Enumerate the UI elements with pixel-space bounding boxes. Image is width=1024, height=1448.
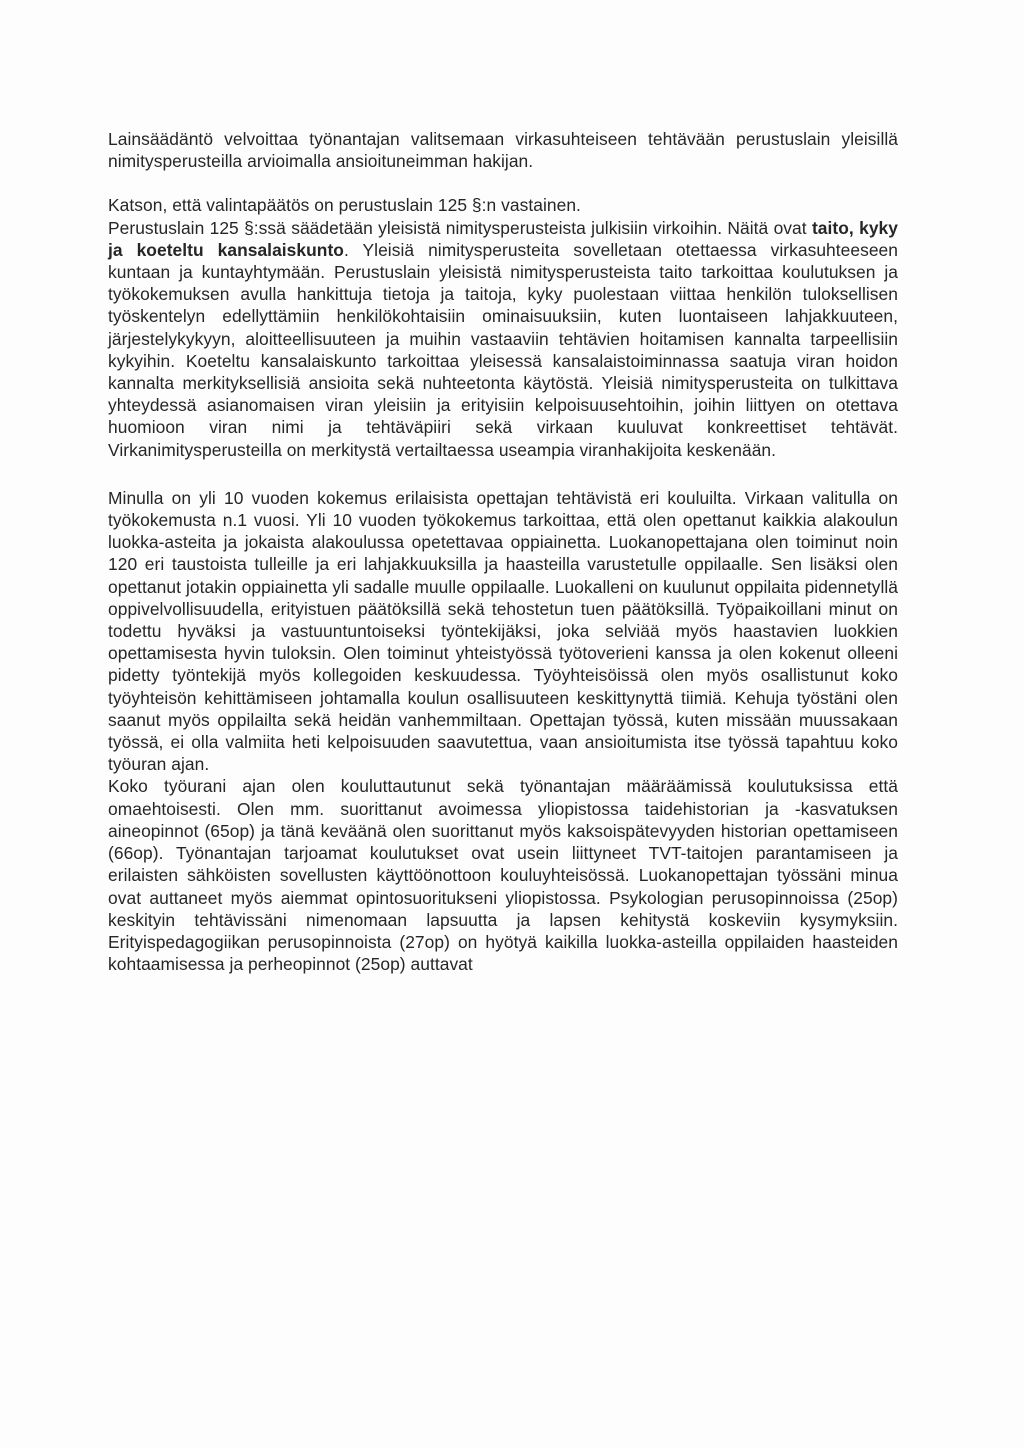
paragraph-training: Koko työurani ajan olen kouluttautunut sekä työnantajan määräämissä koulutuksissa että omaehtoisesti. Olen mm. suorittanut avoimessa yliopistossa taidehistorian ja -kasvatuksen aineopinnot (65op) ja tänä keväänä olen suorittanut myös kaksoispätevyyden historian opettamiseen (66op). Työnantajan tarjoamat koulutukset ovat usein liittyneet TVT-taitojen parantamiseen ja erilaisten sähköisten sovellusten käyttöönottoon kouluyhteisössä. Luokanopettajan työssäni minua ovat auttaneet myös aiemmat opintosuoritukseni yliopistossa. Psykologian perusopinnoissa (25op) keskityin tehtävissäni nimenomaan lapsuutta ja lapsen kehitystä koskeviin kysymyksiin. Erityispedagogiikan perusopinnoista (27op) on hyötyä kaikilla luokka-asteilla oppilaiden haasteiden kohtaamisessa ja perheopinnot (25op) auttavat — [108, 776, 898, 975]
nomination-criteria-bold: taito, kyky ja koeteltu kansalaiskunto — [108, 217, 898, 260]
paragraph-experience: Minulla on yli 10 vuoden kokemus erilaisista opettajan tehtävistä eri kouluilta. Virkaan valitulla on työkokemusta n.1 vuosi. Yli 10 vuoden työkokemus tarkoittaa, että olen opettanut kaikkia alakoulun luokka-asteita ja jokaista alakoulussa opetettavaa oppiainetta. Luokanopettajana olen toiminut noin 120 eri taustoista tulleille ja eri lahjakkuuksilla ja haasteilla varustetulle oppilaalle. Sen lisäksi olen opettanut jotakin oppiainetta yli sadalle muulle oppilaalle. Luokalleni on kuulunut oppilaita pidennetyllä oppivelvollisuudella, erityistuen päätöksillä sekä tehostetun tuen päätöksillä. Työpaikoillani minut on todettu hyväksi ja vastuuntuntoiseksi työntekijäksi, joka selviää myös haastavien luokkien opettamisesta hyvin tuloksin. Olen toiminut yhteistyössä työtoverieni kanssa ja olen kokenut olleeni pidetty työntekijä myös kollegoiden keskuudessa. Työyhteisöissä olen myös osallistunut koko työyhteisön kehittämiseen johtamalla koulun osallisuuteen keskittynyttä tiimiä. Kehuja työstäni olen saanut myös oppilailta sekä heidän vanhemmiltaan. Opettajan työssä, kuten missään muussakaan työssä, ei olla valmiita heti kelpoisuuden saavutettua, vaan ansioitumista itse työssä tapahtuu koko työuran ajan. — [108, 487, 898, 775]
paragraph-constitution — [108, 217, 898, 461]
paragraph-opinion: Katson, että valintapäätös on perustuslain 125 §:n vastainen. — [108, 195, 581, 216]
paragraph-constitution-intro: Perustuslain 125 §:ssä säädetään yleisistä nimitysperusteista julkisiin virkoihin. Näitä ovat — [108, 217, 812, 238]
paragraph-constitution-rest: . Yleisiä nimitysperusteita sovelletaan otettaessa virkasuhteeseen kuntaan ja kuntayhtymään. Perustuslain yleisistä nimitysperusteista taito tarkoittaa koulutuksen ja työkokemuksen avulla hankittuja tietoja ja taitoja, kyky puolestaan viittaa henkilön tuloksellisen työskentelyn edellyttämiin henkilökohtaisiin ominaisuuksiin, kuten luontaiseen lahjakkuuteen, järjestelykykyyn, aloitteellisuuteen ja muihin vastaaviin tehtävien hoitamisen kannalta tarpeellisiin kykyihin. Koeteltu kansalaiskunto tarkoittaa yleisessä kansalaistoiminnassa saatuja viran hoidon kannalta merkityksellisiä ansioita sekä nuhteetonta käytöstä. Yleisiä nimitysperusteita on tulkittava yhteydessä asianomaisen viran yleisiin ja erityisiin kelpoisuusehtoihin, joihin liittyen on otettava huomioon viran nimi ja tehtäväpiiri sekä virkaan kuuluvat konkreettiset tehtävät. Virkanimitysperusteilla on merkitystä vertailtaessa useampia viranhakijoita keskenään. — [108, 239, 898, 460]
paragraph-legislation: Lainsäädäntö velvoittaa työnantajan valitsemaan virkasuhteiseen tehtävään perustuslain yleisillä nimitysperusteilla arvioimalla ansioituneimman hakijan. — [108, 129, 898, 172]
document-body — [108, 128, 898, 975]
